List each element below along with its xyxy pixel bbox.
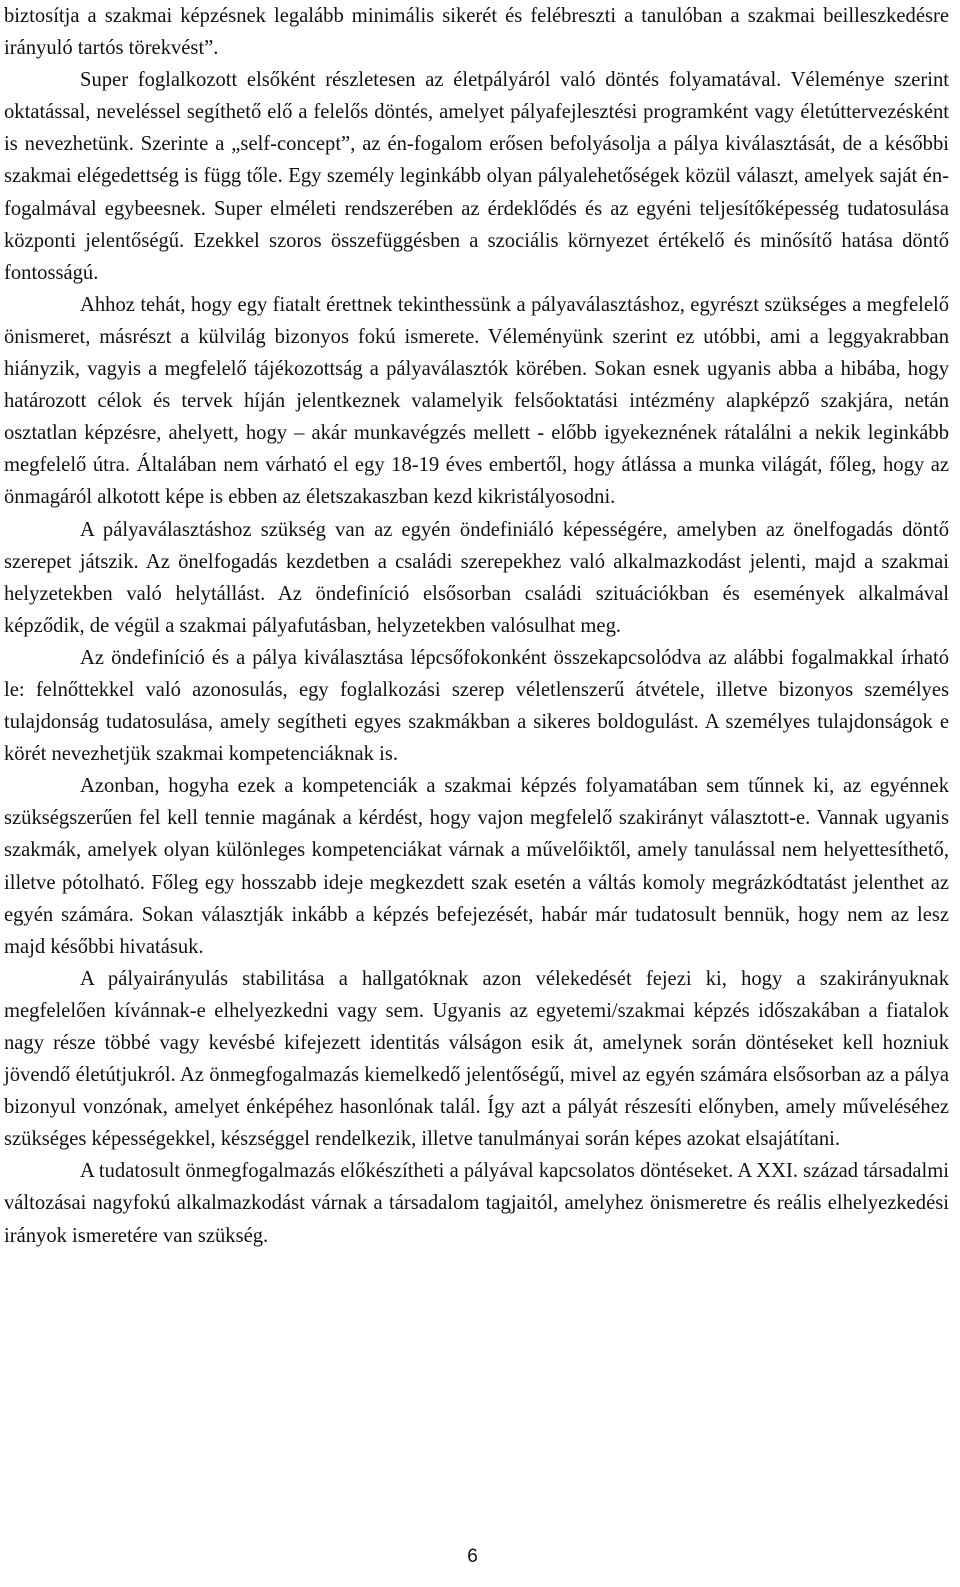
- paragraph-5: Az öndefiníció és a pálya kiválasztása lépcsőfokonként összekapcsolódva az alábbi fogalmakkal írható le: felnőttekkel való azonosulás, egy foglalkozási szerep véletlenszerű átvétele, illetve bizonyos személyes tulajdonság tudatosulása, amely segítheti egyes szakmákban a sikeres boldogulást. A személyes tulajdonságok e körét nevezhetjük szakmai kompetenciáknak is.: [4, 646, 949, 766]
- paragraph-7: A pályairányulás stabilitása a hallgatóknak azon vélekedését fejezi ki, hogy a szakirányuknak megfelelően kívánnak-e elhelyezkedni vagy sem. Ugyanis az egyetemi/szakmai képzés időszakában a fiatalok nagy része többé vagy kevésbé kifejezett identitás válságon esik át, amelynek során döntéseket kell hozniuk jövendő életútjukról. Az önmegfogalmazás kiemelkedő jelentőségű, mivel az egyén számára elsősorban az a pálya bizonyul vonzónak, amelyet énképéhez hasonlónak talál. Így azt a pályát részesíti előnyben, amely műveléséhez szükséges képességekkel, készséggel rendelkezik, illetve tanulmányai során képes azokat elsajátítani.: [4, 967, 949, 1151]
- paragraph-6: Azonban, hogyha ezek a kompetenciák a szakmai képzés folyamatában sem tűnnek ki, az egyénnek szükségszerűen fel kell tennie magának a kérdést, hogy vajon megfelelő szakirányt választott-e. Vannak ugyanis szakmák, amelyek olyan különleges kompetenciákat várnak a művelőiktől, amely tanulással nem helyettesíthető, illetve pótolható. Főleg egy hosszabb ideje megkezdett szak esetén a váltás komoly megrázkódtatást jelenthet az egyén számára. Sokan választják inkább a képzés befejezését, habár már tudatosult bennük, hogy nem az lesz majd későbbi hivatásuk.: [4, 775, 949, 958]
- paragraph-3: Ahhoz tehát, hogy egy fiatalt érettnek tekinthessünk a pályaválasztáshoz, egyrészt szükséges a megfelelő önismeret, másrészt a külvilág bizonyos fokú ismerete. Véleményünk szerint ez utóbbi, ami a leggyakrabban hiányzik, vagyis a megfelelő tájékozottság a pályaválasztók körében. Sokan esnek ugyanis abba a hibába, hogy határozott célok és tervek híján jelentkeznek valamelyik felsőoktatási intézmény alapképző szakjára, netán osztatlan képzésre, ahelyett, hogy – akár munkavégzés mellett - előbb igyekeznének rátalálni a nekik leginkább megfelelő útra. Általában nem várható el egy 18-19 éves embertől, hogy átlássa a munka világát, főleg, hogy az önmagáról alkotott képe is ebben az életszakaszban kezd kikristályosodni.: [4, 293, 949, 509]
- paragraph-4: A pályaválasztáshoz szükség van az egyén öndefiniáló képességére, amelyben az önelfogadás döntő szerepet játszik. Az önelfogadás kezdetben a családi szerepekhez való alkalmazkodást jelenti, majd a szakmai helyzetekben való helytállást. Az öndefiníció elsősorban családi szituációkban és események alkalmával képződik, de végül a szakmai pályafutásban, helyzetekben valósulhat meg.: [4, 518, 949, 637]
- page-number: 6: [467, 1546, 478, 1567]
- paragraph-1: biztosítja a szakmai képzésnek legalább minimális sikerét és felébreszti a tanulóban a szakmai beilleszkedésre irányuló tartós törekvést”.: [4, 5, 949, 60]
- paragraph-8: A tudatosult önmegfogalmazás előkészítheti a pályával kapcsolatos döntéseket. A XXI. század társadalmi változásai nagyfokú alkalmazkodást várnak a társadalom tagjaitól, amelyhez önismeretre és reális elhelyezkedési irányok ismeretére van szükség.: [4, 1160, 949, 1247]
- paragraph-2: Super foglalkozott elsőként részletesen az életpályáról való döntés folyamatával. Véleménye szerint oktatással, neveléssel segíthető elő a felelős döntés, amelyet pályafejlesztési programként vagy életúttervezésként is nevezhetünk. Szerinte a „self-concept”, az én-fogalom erősen befolyásolja a pálya kiválasztását, de a későbbi szakmai elégedettség is függ tőle. Egy személy leginkább olyan pályalehetőségek közül választ, amelyek saját én-fogalmával egybeesnek. Super elméleti rendszerében az érdeklődés és az egyéni teljesítőképesség tudatosulása központi jelentőségű. Ezekkel szoros összefüggésben a szociális környezet értékelő és minősítő hatása döntő fontosságú.: [4, 69, 949, 284]
- document-body: [4, 0, 949, 1252]
